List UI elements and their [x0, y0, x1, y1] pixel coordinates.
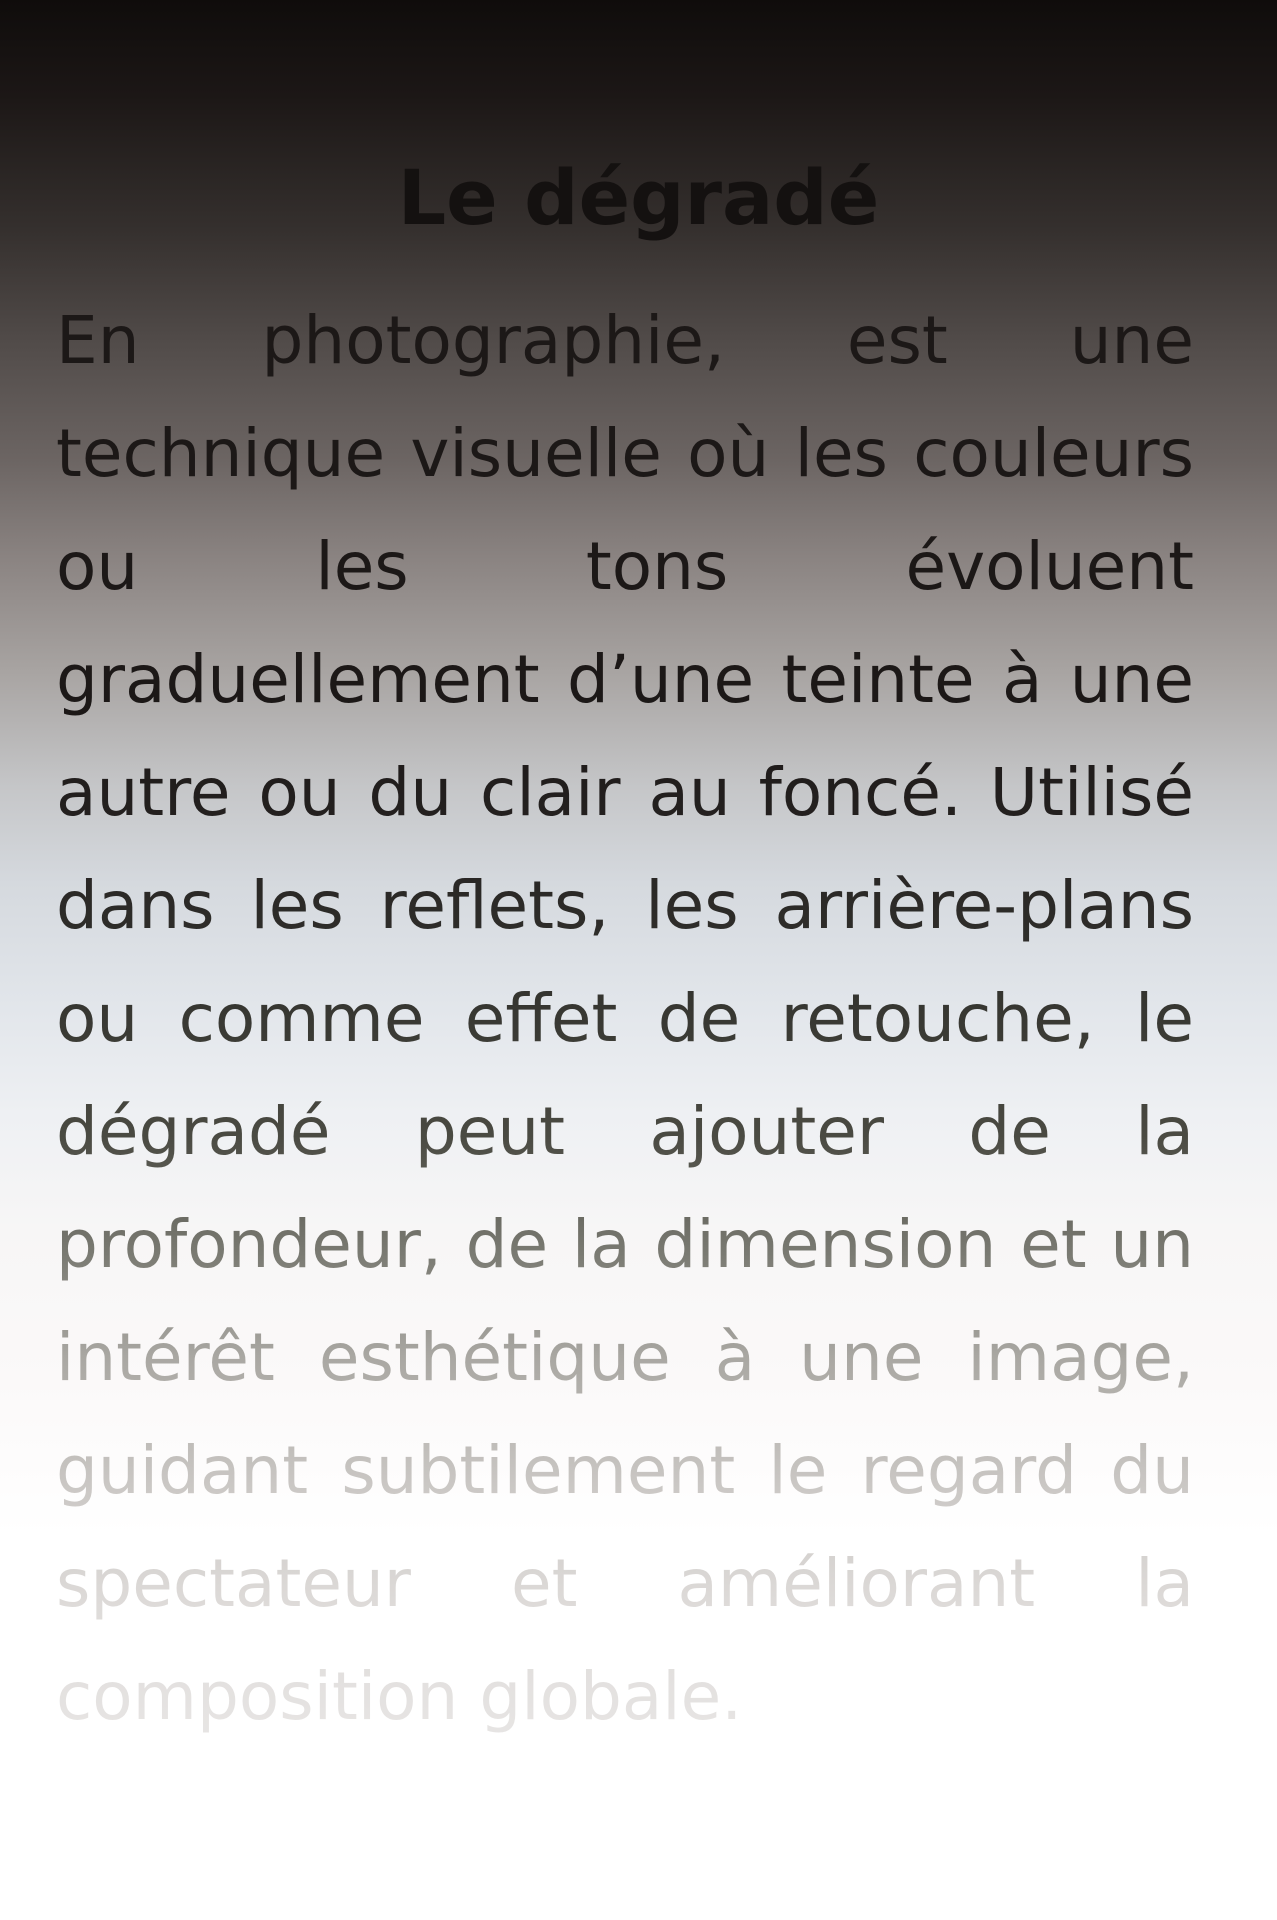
page-title: Le dégradé	[397, 153, 880, 242]
body-paragraph: En photographie, est une technique visuelle où les couleurs ou les tons évoluent graduellement d’une teinte à une autre ou du clair au foncé. Utilisé dans les reflets, les arrière-plans ou comme effet de retouche, le dégradé peut ajouter de la profondeur, de la dimension et un intérêt esthétique à une image, guidant subtilement le regard du spectateur et améliorant la composition globale.	[56, 284, 1194, 1753]
